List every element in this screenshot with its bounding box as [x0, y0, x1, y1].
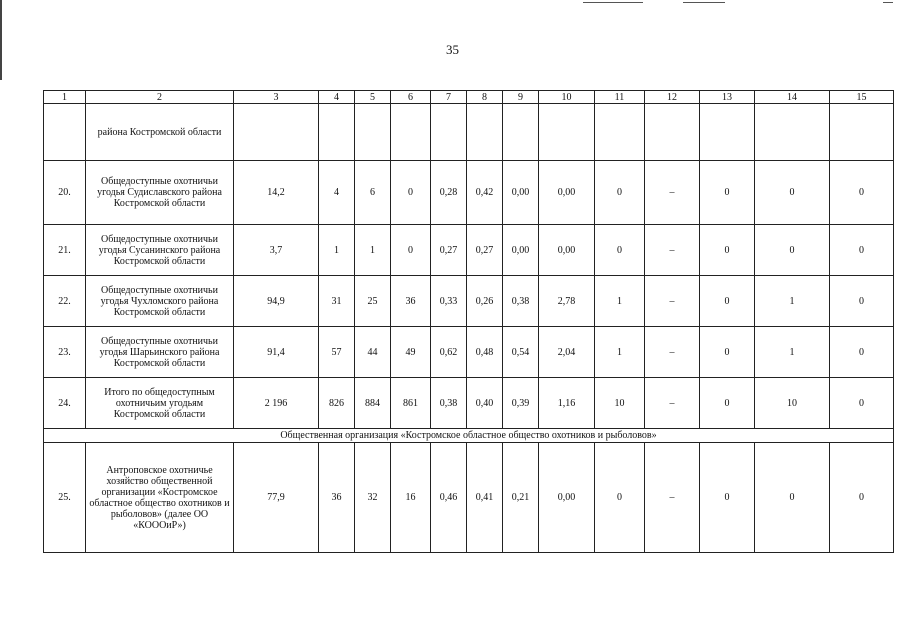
cell-name: Итого по общедоступным охотничьим угодьям Костромской области: [86, 378, 234, 429]
table-row: [44, 443, 894, 553]
table-row: [44, 161, 894, 225]
cell-value: 0,00: [539, 225, 595, 276]
column-number-4: 4: [319, 91, 355, 104]
table-row: [44, 378, 894, 429]
column-number-5: 5: [355, 91, 391, 104]
cell-value: 94,9: [234, 276, 319, 327]
cell-value: 0: [391, 225, 431, 276]
cell-number: 20.: [44, 161, 86, 225]
cell-value: 0,38: [503, 276, 539, 327]
column-number-8: 8: [467, 91, 503, 104]
cell-value: 4: [319, 161, 355, 225]
cell-value: 0: [830, 276, 894, 327]
column-number-row: [44, 91, 894, 104]
cell-value: –: [645, 443, 700, 553]
cell-value: –: [645, 378, 700, 429]
cell-value: 1,16: [539, 378, 595, 429]
cell-value: 0,28: [431, 161, 467, 225]
scan-mark: [683, 2, 725, 3]
cell-value: 77,9: [234, 443, 319, 553]
cell-value: 10: [595, 378, 645, 429]
cell-value: 16: [391, 443, 431, 553]
table-body: [44, 91, 894, 553]
cell-value: 1: [595, 327, 645, 378]
cell-value: 14,2: [234, 161, 319, 225]
cell-number: [44, 104, 86, 161]
cell-value: 44: [355, 327, 391, 378]
cell-value: 10: [755, 378, 830, 429]
cell-value: 57: [319, 327, 355, 378]
cell-value: 1: [755, 276, 830, 327]
cell-number: 25.: [44, 443, 86, 553]
cell-value: 1: [355, 225, 391, 276]
column-number-14: 14: [755, 91, 830, 104]
page-number: 35: [446, 42, 459, 57]
cell-number: 21.: [44, 225, 86, 276]
cell-value: 884: [355, 378, 391, 429]
column-number-3: 3: [234, 91, 319, 104]
cell-value: 2,78: [539, 276, 595, 327]
table-row: [44, 276, 894, 327]
cell-value: 0,42: [467, 161, 503, 225]
cell-value: 1: [595, 276, 645, 327]
cell-value: 0,38: [431, 378, 467, 429]
cell-name: Общедоступные охотничьи угодья Судиславского района Костромской области: [86, 161, 234, 225]
cell-value: 32: [355, 443, 391, 553]
cell-value: 25: [355, 276, 391, 327]
cell-value: 0: [700, 443, 755, 553]
cell-value: 2,04: [539, 327, 595, 378]
cell-value: 3,7: [234, 225, 319, 276]
table-row: [44, 225, 894, 276]
cell-value: 1: [319, 225, 355, 276]
cell-value: 0,46: [431, 443, 467, 553]
cell-value: 36: [319, 443, 355, 553]
cell-value: 0,33: [431, 276, 467, 327]
cell-value: 861: [391, 378, 431, 429]
cell-value: 0: [700, 276, 755, 327]
cell-value: 6: [355, 161, 391, 225]
column-number-15: 15: [830, 91, 894, 104]
cell-value: –: [645, 276, 700, 327]
cell-value: 0,27: [431, 225, 467, 276]
cell-value: 0: [700, 378, 755, 429]
cell-value: 0,00: [539, 443, 595, 553]
scan-mark: [583, 2, 643, 3]
cell-value: 0,48: [467, 327, 503, 378]
cell-value: 0,54: [503, 327, 539, 378]
cell-name: Общедоступные охотничьи угодья Шарьинского района Костромской области: [86, 327, 234, 378]
cell-value: 1: [755, 327, 830, 378]
cell-number: 24.: [44, 378, 86, 429]
cell-value: 0,40: [467, 378, 503, 429]
cell-value: 0: [755, 161, 830, 225]
cell-name: района Костромской области: [86, 104, 234, 161]
cell-value: 0,41: [467, 443, 503, 553]
cell-value: 0,21: [503, 443, 539, 553]
cell-value: 0: [755, 443, 830, 553]
cell-value: 0,39: [503, 378, 539, 429]
cell-value: 0: [830, 327, 894, 378]
cell-value: –: [645, 225, 700, 276]
cell-value: 0,00: [503, 225, 539, 276]
cell-value: 0,00: [539, 161, 595, 225]
cell-number: 22.: [44, 276, 86, 327]
table-row: [44, 327, 894, 378]
cell-value: 826: [319, 378, 355, 429]
cell-value: 0: [595, 225, 645, 276]
cell-name: Антроповское охотничье хозяйство общественной организации «Костромское областное общество охотников и рыболовов» (далее ОО «КОООиР»): [86, 443, 234, 553]
cell-value: 36: [391, 276, 431, 327]
cell-value: 0: [595, 443, 645, 553]
cell-value: 31: [319, 276, 355, 327]
cell-value: 0: [700, 161, 755, 225]
column-number-11: 11: [595, 91, 645, 104]
cell-value: 0: [830, 378, 894, 429]
column-number-6: 6: [391, 91, 431, 104]
cell-value: –: [645, 327, 700, 378]
scan-edge-mark: [0, 0, 2, 80]
cell-value: 0: [391, 161, 431, 225]
cell-name: Общедоступные охотничьи угодья Сусанинского района Костромской области: [86, 225, 234, 276]
continuation-row: [44, 104, 894, 161]
column-number-9: 9: [503, 91, 539, 104]
column-number-12: 12: [645, 91, 700, 104]
column-number-2: 2: [86, 91, 234, 104]
cell-name: Общедоступные охотничьи угодья Чухломского района Костромской области: [86, 276, 234, 327]
cell-value: 0: [755, 225, 830, 276]
cell-value: –: [645, 161, 700, 225]
cell-value: 2 196: [234, 378, 319, 429]
cell-value: 0,62: [431, 327, 467, 378]
cell-value: 0,26: [467, 276, 503, 327]
cell-number: 23.: [44, 327, 86, 378]
column-number-1: 1: [44, 91, 86, 104]
cell-value: 91,4: [234, 327, 319, 378]
cell-value: 49: [391, 327, 431, 378]
cell-value: 0,27: [467, 225, 503, 276]
column-number-10: 10: [539, 91, 595, 104]
scan-mark: [883, 2, 893, 3]
cell-value: 0: [700, 225, 755, 276]
column-number-13: 13: [700, 91, 755, 104]
hunting-grounds-table: [43, 90, 894, 553]
section-title: Общественная организация «Костромское областное общество охотников и рыболовов»: [44, 429, 894, 443]
cell-value: 0: [830, 161, 894, 225]
section-row: [44, 429, 894, 443]
column-number-7: 7: [431, 91, 467, 104]
cell-value: 0: [830, 225, 894, 276]
cell-value: 0: [700, 327, 755, 378]
cell-value: 0,00: [503, 161, 539, 225]
cell-value: 0: [595, 161, 645, 225]
cell-value: 0: [830, 443, 894, 553]
